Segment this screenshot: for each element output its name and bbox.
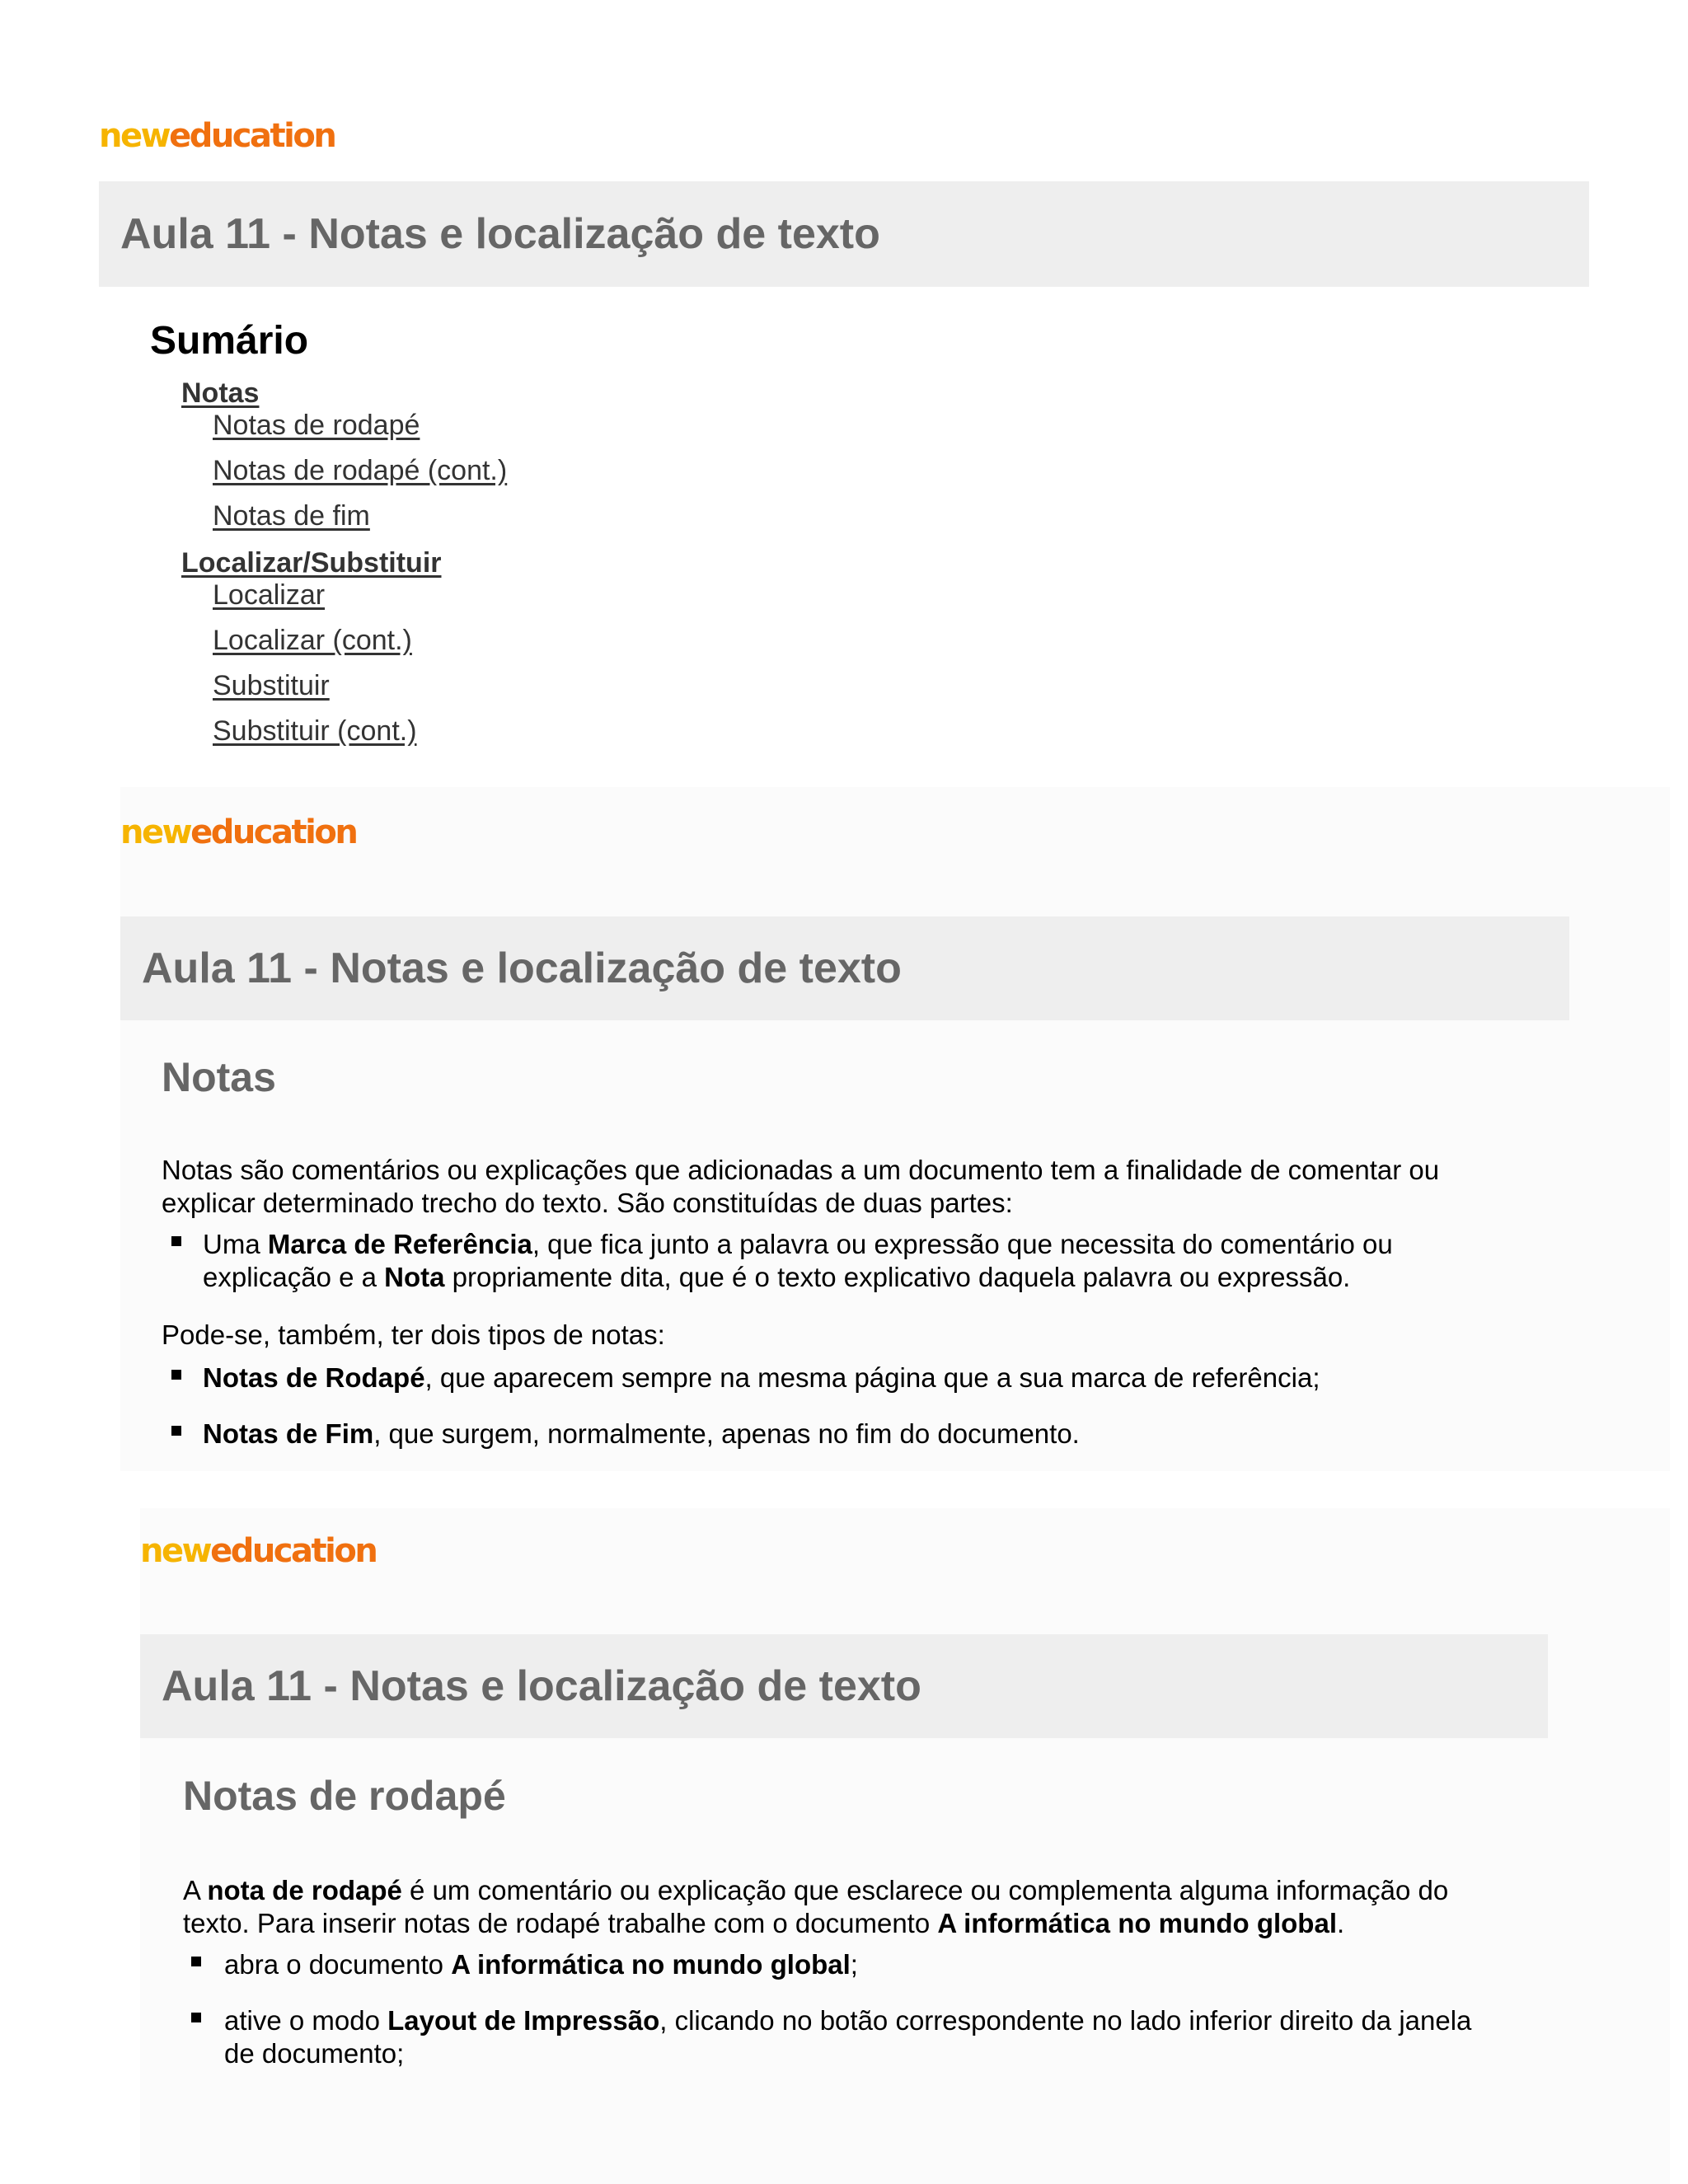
notas-bullet-marca-referencia: Uma Marca de Referência, que fica junto a palavra ou expressão que necessita do comentário ou explicação e a Nota propriamente dita, que é o texto explicativo daquela palavra ou expressão. [203, 1229, 1393, 1292]
rodape-bullet-layout-impressao: ative o modo Layout de Impressão, clicando no botão correspondente no lado inferior direito da janela de documento; [224, 2005, 1472, 2069]
bullet-square [171, 1370, 181, 1380]
lesson-title: Aula 11 - Notas e localização de texto [120, 210, 880, 258]
summary-heading: Sumário [150, 319, 309, 363]
slide-notas-de-rodape [140, 1508, 1670, 2184]
notas-intro-paragraph: Notas são comentários ou explicações que adicionadas a um documento tem a finalidade de comentar ou explicar determinado trecho do texto. São constituídas de duas partes: [162, 1155, 1440, 1218]
toc-section-localizar-substituir[interactable]: Localizar/Substituir [181, 547, 442, 579]
rodape-intro-paragraph: A nota de rodapé é um comentário ou explicação que esclarece ou complementa alguma informação do texto. Para inserir notas de rodapé trabalhe com o documento A informática no mundo global. [183, 1875, 1449, 1938]
section-heading-notas-de-rodape: Notas de rodapé [183, 1773, 506, 1819]
lesson-title: Aula 11 - Notas e localização de texto [162, 1662, 921, 1710]
bullet-square [171, 1236, 181, 1246]
bullet-square [191, 2013, 201, 2022]
notas-types-intro: Pode-se, também, ter dois tipos de notas: [162, 1319, 665, 1350]
brand-logo: neweducation [99, 117, 335, 155]
toc-item-substituir[interactable]: Substituir [213, 670, 330, 701]
toc-item-notas-de-fim[interactable]: Notas de fim [213, 500, 370, 532]
lesson-title-bar [120, 916, 1569, 1020]
lesson-title: Aula 11 - Notas e localização de texto [142, 944, 902, 992]
toc-item-notas-de-rodape-cont[interactable]: Notas de rodapé (cont.) [213, 455, 508, 486]
bullet-square [171, 1426, 181, 1436]
toc-item-localizar[interactable]: Localizar [213, 579, 326, 611]
notas-bullet-rodape: Notas de Rodapé, que aparecem sempre na mesma página que a sua marca de referência; [203, 1362, 1320, 1393]
rodape-bullet-abra-documento: abra o documento A informática no mundo global; [224, 1949, 858, 1980]
toc-item-localizar-cont[interactable]: Localizar (cont.) [213, 625, 412, 656]
bullet-square [191, 1957, 201, 1966]
toc-item-notas-de-rodape[interactable]: Notas de rodapé [213, 410, 420, 441]
brand-logo: neweducation [120, 813, 357, 851]
brand-logo: neweducation [140, 1532, 377, 1570]
toc-section-notas[interactable]: Notas [181, 377, 260, 409]
section-heading-notas: Notas [162, 1054, 276, 1100]
lesson-title-bar [140, 1634, 1548, 1738]
notas-bullet-fim: Notas de Fim, que surgem, normalmente, apenas no fim do documento. [203, 1418, 1080, 1449]
toc-item-substituir-cont[interactable]: Substituir (cont.) [213, 715, 417, 747]
lesson-title-bar [99, 181, 1589, 287]
